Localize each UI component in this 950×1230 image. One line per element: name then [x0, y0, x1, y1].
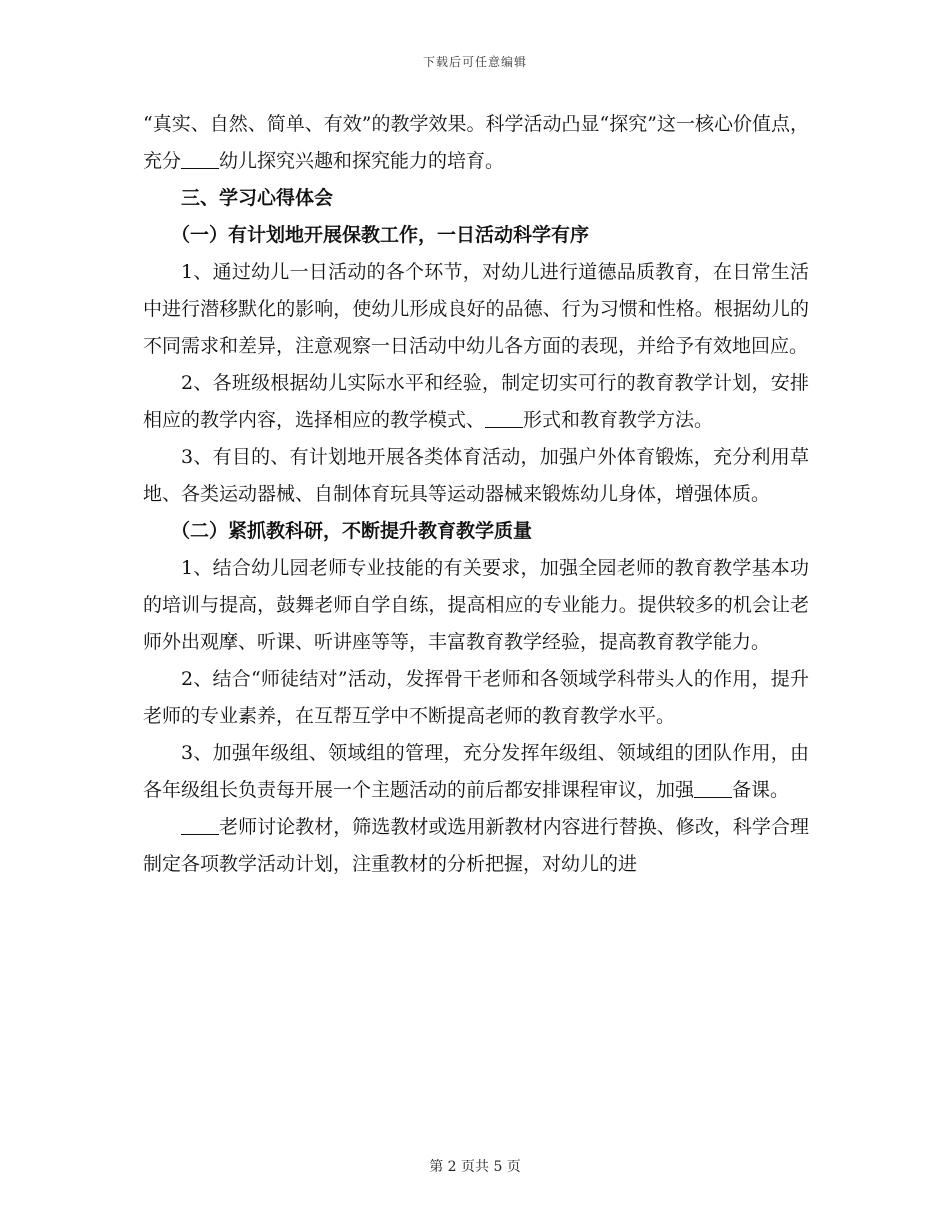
section-heading: 三、学习心得体会 — [181, 187, 334, 209]
paragraph: 1、结合幼儿园老师专业技能的有关要求，加强全园老师的教育教学基本功的培训与提高，鼓舞老师自学自练，提高相应的专业能力。提供较多的机会让老师外出观摩、听课、听讲座等等，丰富教育教学经验，提高教育教学能力。 — [143, 557, 809, 653]
paragraph — [143, 735, 809, 809]
blank-underline — [181, 816, 219, 835]
paragraph: 2、结合“师徒结对”活动，发挥骨干老师和各领域学科带头人的作用，提升老师的专业素养，在互帮互学中不断提高老师的教育教学水平。 — [143, 668, 809, 727]
page-header: 下载后可任意编辑 — [422, 55, 527, 69]
document-body — [143, 106, 809, 883]
blank-underline — [694, 779, 732, 798]
paragraph-text: “真实、自然、简单、有效”的教学效果。科学活动凸显“探究”这一核心价值点，充分 — [143, 113, 809, 172]
paragraph: 3、有目的、有计划地开展各类体育活动，加强户外体育锻炼，充分利用草地、各类运动器械、自制体育玩具等运动器械来锻炼幼儿身体，增强体质。 — [143, 446, 809, 505]
paragraph-text: 幼儿探究兴趣和探究能力的培育。 — [219, 150, 505, 172]
paragraph — [143, 809, 809, 883]
paragraph-text: 备课。 — [732, 779, 790, 801]
paragraph-text: 3、加强年级组、领域组的管理，充分发挥年级组、领域组的团队作用，由各年级组长负责每开展一个主题活动的前后都安排课程审议，加强 — [143, 742, 809, 801]
paragraph-text: 2、各班级根据幼儿实际水平和经验，制定切实可行的教育教学计划，安排相应的教学内容，选择相应的教学模式、 — [143, 372, 809, 431]
page-footer: 第 2 页共 5 页 — [429, 1159, 521, 1175]
paragraph-continuation — [143, 106, 809, 180]
blank-underline — [485, 409, 523, 428]
paragraph-text: 形式和教育教学方法。 — [523, 409, 714, 431]
paragraph — [143, 365, 809, 439]
paragraph-text: 老师讨论教材，筛选教材或选用新教材内容进行替换、修改，科学合理制定各项教学活动计划，注重教材的分析把握，对幼儿的进 — [143, 816, 809, 875]
blank-underline — [181, 150, 219, 169]
paragraph: 1、通过幼儿一日活动的各个环节，对幼儿进行道德品质教育，在日常生活中进行潜移默化的影响，使幼儿形成良好的品德、行为习惯和性格。根据幼儿的不同需求和差异，注意观察一日活动中幼儿各方面的表现，并给予有效地回应。 — [143, 261, 809, 357]
subsection-heading: （一）有计划地开展保教工作，一日活动科学有序 — [171, 224, 590, 246]
subsection-heading: （二）紧抓教科研，不断提升教育教学质量 — [171, 520, 533, 542]
